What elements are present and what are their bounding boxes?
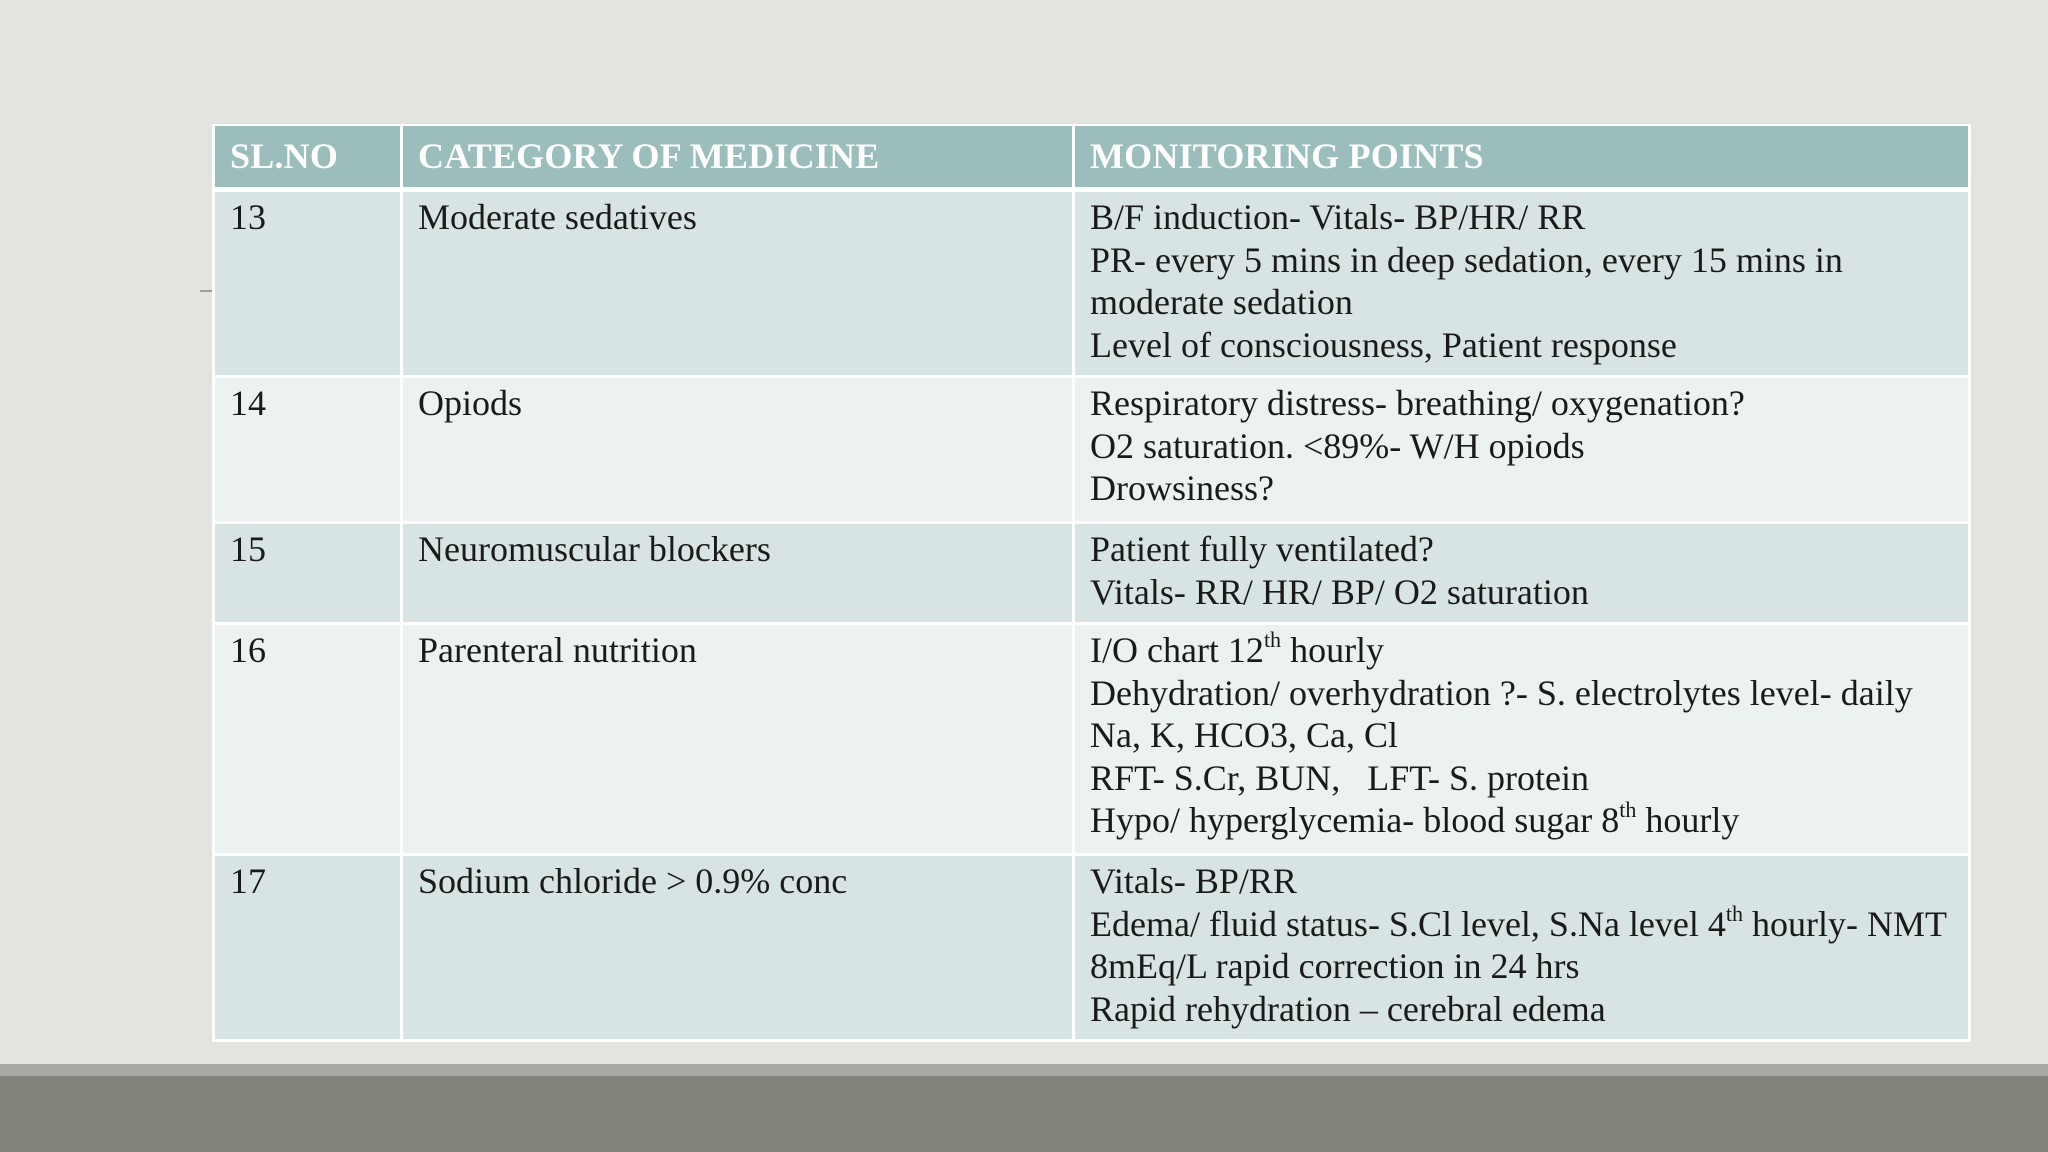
table-header-row	[214, 125, 1970, 190]
header-monitoring-points: MONITORING POINTS	[1074, 125, 1970, 190]
header-category: CATEGORY OF MEDICINE	[402, 125, 1074, 190]
point-text: Edema/ fluid status- S.Cl level, S.Na level 4	[1090, 903, 1726, 944]
monitoring-point	[1090, 629, 1953, 672]
monitoring-point: B/F induction- Vitals- BP/HR/ RR	[1090, 197, 1586, 237]
table-row	[214, 523, 1970, 624]
category-cell: Sodium chloride > 0.9% conc	[402, 855, 1074, 1041]
monitoring-points-cell	[1074, 377, 1970, 523]
point-text: I/O chart 12	[1090, 630, 1264, 670]
point-text: hourly	[1636, 800, 1740, 840]
ordinal-suffix: th	[1619, 797, 1637, 822]
monitoring-points-cell	[1074, 190, 1970, 377]
sl-no-cell: 13	[214, 190, 402, 377]
table-row	[214, 377, 1970, 523]
monitoring-point: Level of consciousness, Patient response	[1090, 324, 1677, 365]
dash-mark	[200, 290, 212, 292]
monitoring-point: Respiratory distress- breathing/ oxygenation?	[1090, 383, 1745, 423]
table-row	[214, 855, 1970, 1041]
monitoring-point: Dehydration/ overhydration ?- S. electrolytes level- daily Na, K, HCO3, Ca, Cl	[1090, 672, 1913, 755]
monitoring-table	[212, 124, 1971, 1042]
monitoring-points-cell	[1074, 523, 1970, 624]
monitoring-point: Vitals- RR/ HR/ BP/ O2 saturation	[1090, 571, 1589, 612]
monitoring-point: RFT- S.Cr, BUN, LFT- S. protein	[1090, 757, 1589, 798]
monitoring-point: Drowsiness?	[1090, 468, 1274, 508]
footer-band-dark	[0, 1076, 2048, 1152]
monitoring-point: Patient fully ventilated?	[1090, 529, 1434, 569]
sl-no-cell: 16	[214, 624, 402, 855]
footer-band-light	[0, 1064, 2048, 1076]
point-text: hourly- NMT 8mEq/L rapid correction in 24 hrs	[1090, 903, 1947, 986]
sl-no-cell: 17	[214, 855, 402, 1041]
category-cell: Moderate sedatives	[402, 190, 1074, 377]
monitoring-point: O2 saturation. <89%- W/H opiods	[1090, 425, 1585, 466]
point-text: Hypo/ hyperglycemia- blood sugar 8	[1090, 800, 1620, 840]
category-cell: Parenteral nutrition	[402, 624, 1074, 855]
monitoring-point: PR- every 5 mins in deep sedation, every 15 mins in moderate sedation	[1090, 239, 1843, 322]
monitoring-point: Rapid rehydration – cerebral edema	[1090, 988, 1606, 1029]
monitoring-point	[1090, 799, 1953, 842]
header-sl-no: SL.NO	[214, 125, 402, 190]
table-row	[214, 190, 1970, 377]
monitoring-table-container	[212, 124, 1968, 1042]
monitoring-points-cell	[1074, 855, 1970, 1041]
sl-no-cell: 14	[214, 377, 402, 523]
ordinal-suffix: th	[1263, 627, 1282, 652]
category-cell: Opiods	[402, 377, 1074, 523]
ordinal-suffix: th	[1725, 900, 1744, 926]
monitoring-point	[1090, 900, 1953, 988]
monitoring-point: Vitals- BP/RR	[1090, 861, 1297, 901]
point-text: hourly	[1281, 630, 1385, 670]
monitoring-points-cell	[1074, 624, 1970, 855]
category-cell: Neuromuscular blockers	[402, 523, 1074, 624]
sl-no-cell: 15	[214, 523, 402, 624]
table-row	[214, 624, 1970, 855]
